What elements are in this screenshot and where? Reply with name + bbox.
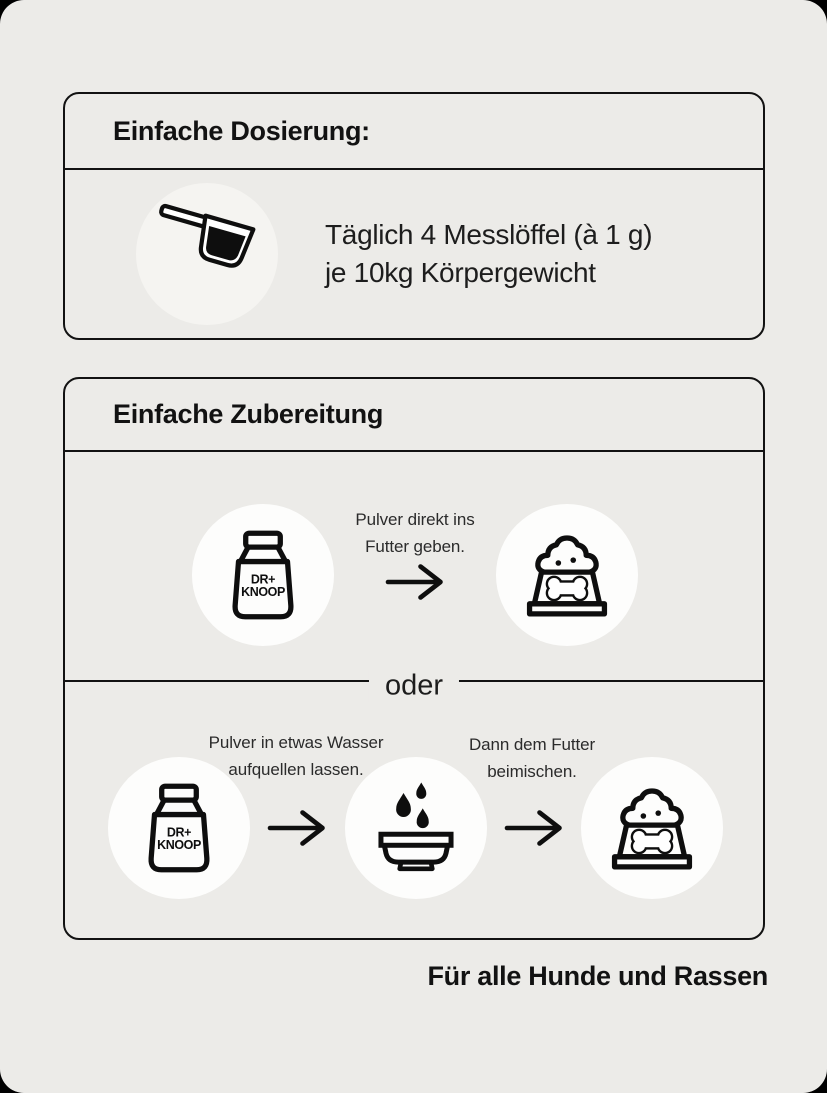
- dosage-line-1: Täglich 4 Messlöffel (à 1 g): [325, 219, 653, 250]
- dosing-card-title: Einfache Dosierung:: [113, 115, 370, 146]
- brand-line-1: DR+: [166, 825, 192, 840]
- dosage-text: [325, 216, 652, 292]
- oder-divider-label: oder: [369, 670, 459, 703]
- water-drops-bowl-icon: [368, 780, 464, 876]
- preparation-card-title: Einfache Zubereitung: [113, 399, 384, 429]
- preparation-option-2: [65, 682, 763, 934]
- option-1-caption-line-1: Pulver direkt ins: [355, 510, 475, 529]
- scoop-icon-circle: [136, 183, 278, 325]
- arrow-right-icon: [503, 806, 565, 850]
- brand-line-1: DR+: [250, 572, 276, 587]
- dog-bowl-circle: [581, 757, 723, 899]
- arrow-right-icon: [384, 560, 446, 604]
- product-bag-icon: [131, 780, 227, 876]
- preparation-card-header: [65, 379, 763, 452]
- brand-line-2: KNOOP: [241, 585, 285, 600]
- footer-claim: Für alle Hunde und Rassen: [427, 961, 768, 991]
- dog-bowl-icon: [604, 780, 700, 876]
- water-bowl-circle: [345, 757, 487, 899]
- product-bag-icon: [215, 527, 311, 623]
- measuring-scoop-icon: [148, 195, 266, 313]
- dosing-card-header: [65, 94, 763, 170]
- dog-bowl-circle: [496, 504, 638, 646]
- product-bag-circle: [108, 757, 250, 899]
- dosing-card-body: [65, 170, 763, 338]
- dosage-line-2: je 10kg Körpergewicht: [325, 257, 596, 288]
- option-2-caption-1-line-2: aufquellen lassen.: [228, 760, 364, 779]
- option-2-caption-2-line-2: beimischen.: [487, 762, 577, 781]
- option-1-caption-line-2: Futter geben.: [365, 537, 465, 556]
- preparation-option-1: [65, 452, 763, 682]
- arrow-right-icon: [266, 806, 328, 850]
- dosing-card: [63, 92, 765, 340]
- option-2-caption-1-line-1: Pulver in etwas Wasser: [208, 733, 384, 752]
- option-2-caption-2-line-1: Dann dem Futter: [468, 735, 596, 754]
- option-1-caption: [305, 506, 525, 560]
- brand-line-2: KNOOP: [157, 838, 201, 853]
- preparation-card: [63, 377, 765, 940]
- dog-bowl-icon: [519, 527, 615, 623]
